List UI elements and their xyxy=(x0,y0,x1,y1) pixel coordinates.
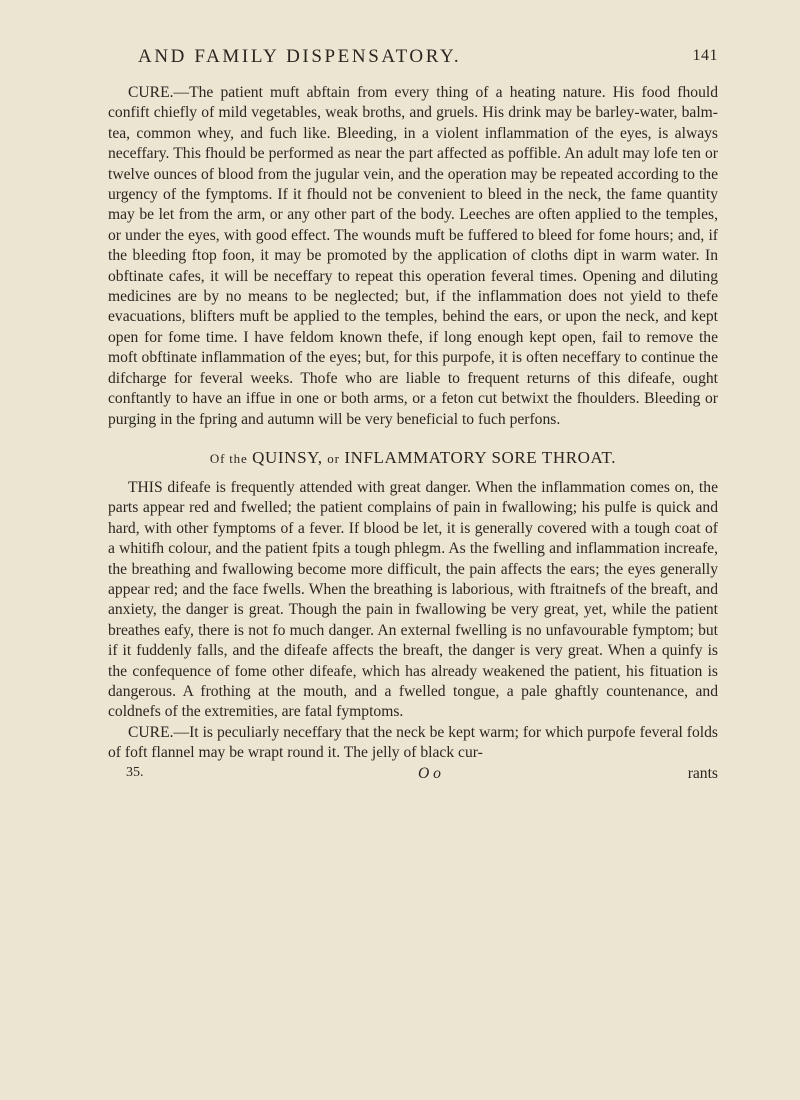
signature-mark: 35. xyxy=(126,764,144,780)
paragraph-quinsy-description: THIS difeafe is frequently attended with great danger. When the inflammation comes on, the parts appear red and fwelled; the patient complains of pain in fwallowing; his pulfe is quick and hard, with other fymptoms of a fever. If blood be let, it is generally covered with a tough coat of a whitifh colour, and the patient fpits a tough phlegm. As the fwelling and inflammation increafe, the breathing and fwallowing become more difficult, the pain affects the ears; the eyes generally appear red; and the face fwells. When the breathing is laborious, with ftraitnefs of the breaft, and anxiety, the danger is great. Though the pain in fwallowing be very great, yet, while the patient breathes eafy, there is not fo much danger. An external fwelling is no unfavourable fymptom; but if it fuddenly falls, and the difeafe affects the breaft, the danger is very great. When a quinfy is the confequence of fome other difeafe, which has already weakened the patient, his fituation is dangerous. A frothing at the mouth, and a fwelled tongue, a pale ghaftly countenance, and coldnefs of the extremities, are fatal fymptoms. xyxy=(108,478,718,721)
paragraph-cure-eyes: CURE.—The patient muft abftain from every thing of a heating nature. His food fhould confift chiefly of mild vegetables, weak broths, and gruels. His drink may be barley-water, balm-tea, common whey, and fuch like. Bleeding, in a violent inflammation of the eyes, is always neceffary. This fhould be performed as near the part affected as poffible. An adult may lofe ten or twelve ounces of blood from the jugular vein, and the operation may be repeated according to the urgency of the fymptoms. If it fhould not be convenient to bleed in the neck, the fame quantity may be let from the arm, or any other part of the body. Leeches are often applied to the temples, or under the eyes, with good effect. The wounds muft be fuffered to bleed for fome hours; and, if the bleeding ftop foon, it may be promoted by the application of cloths dipt in warm water. In obftinate cafes, it will be neceffary to repeat this operation feveral times. Opening and diluting medicines are by no means to be neglected; but, if the inflammation does not yield to thefe evacuations, blifters muft be applied to the temples, behind the ears, or upon the neck, and kept open for fome time. I have feldom known thefe, if long enough kept open, fail to remove the moft obftinate inflammation of the eyes; but, for this purpofe, it is often neceffary to continue the difcharge for feveral weeks. Thofe who are liable to frequent returns of this difeafe, ought conftantly to have an iffue in one or both arms, or a feton cut betwixt the fhoulders. Bleeding or purging in the fpring and autumn will be very beneficial to fuch perfons. xyxy=(108,84,718,428)
gathering-mark: O o xyxy=(418,764,441,782)
page-number: 141 xyxy=(692,47,718,64)
section-heading-conj: or xyxy=(327,450,340,466)
section-heading xyxy=(108,448,718,468)
section-heading-title: QUINSY, xyxy=(252,447,323,467)
page-footer xyxy=(108,765,718,787)
catchword: rants xyxy=(687,764,718,782)
section-heading-prefix: Of the xyxy=(209,450,248,466)
running-head-title: AND FAMILY DISPENSATORY. xyxy=(138,46,462,67)
paragraph-cure-quinsy: CURE.—It is peculiarly neceffary that the neck be kept warm; for which purpofe feveral folds of foft flannel may be wrapt round it. The jelly of black cur- xyxy=(108,723,718,762)
section-heading-subtitle: INFLAMMATORY SORE THROAT. xyxy=(344,447,617,467)
running-head xyxy=(108,46,718,76)
